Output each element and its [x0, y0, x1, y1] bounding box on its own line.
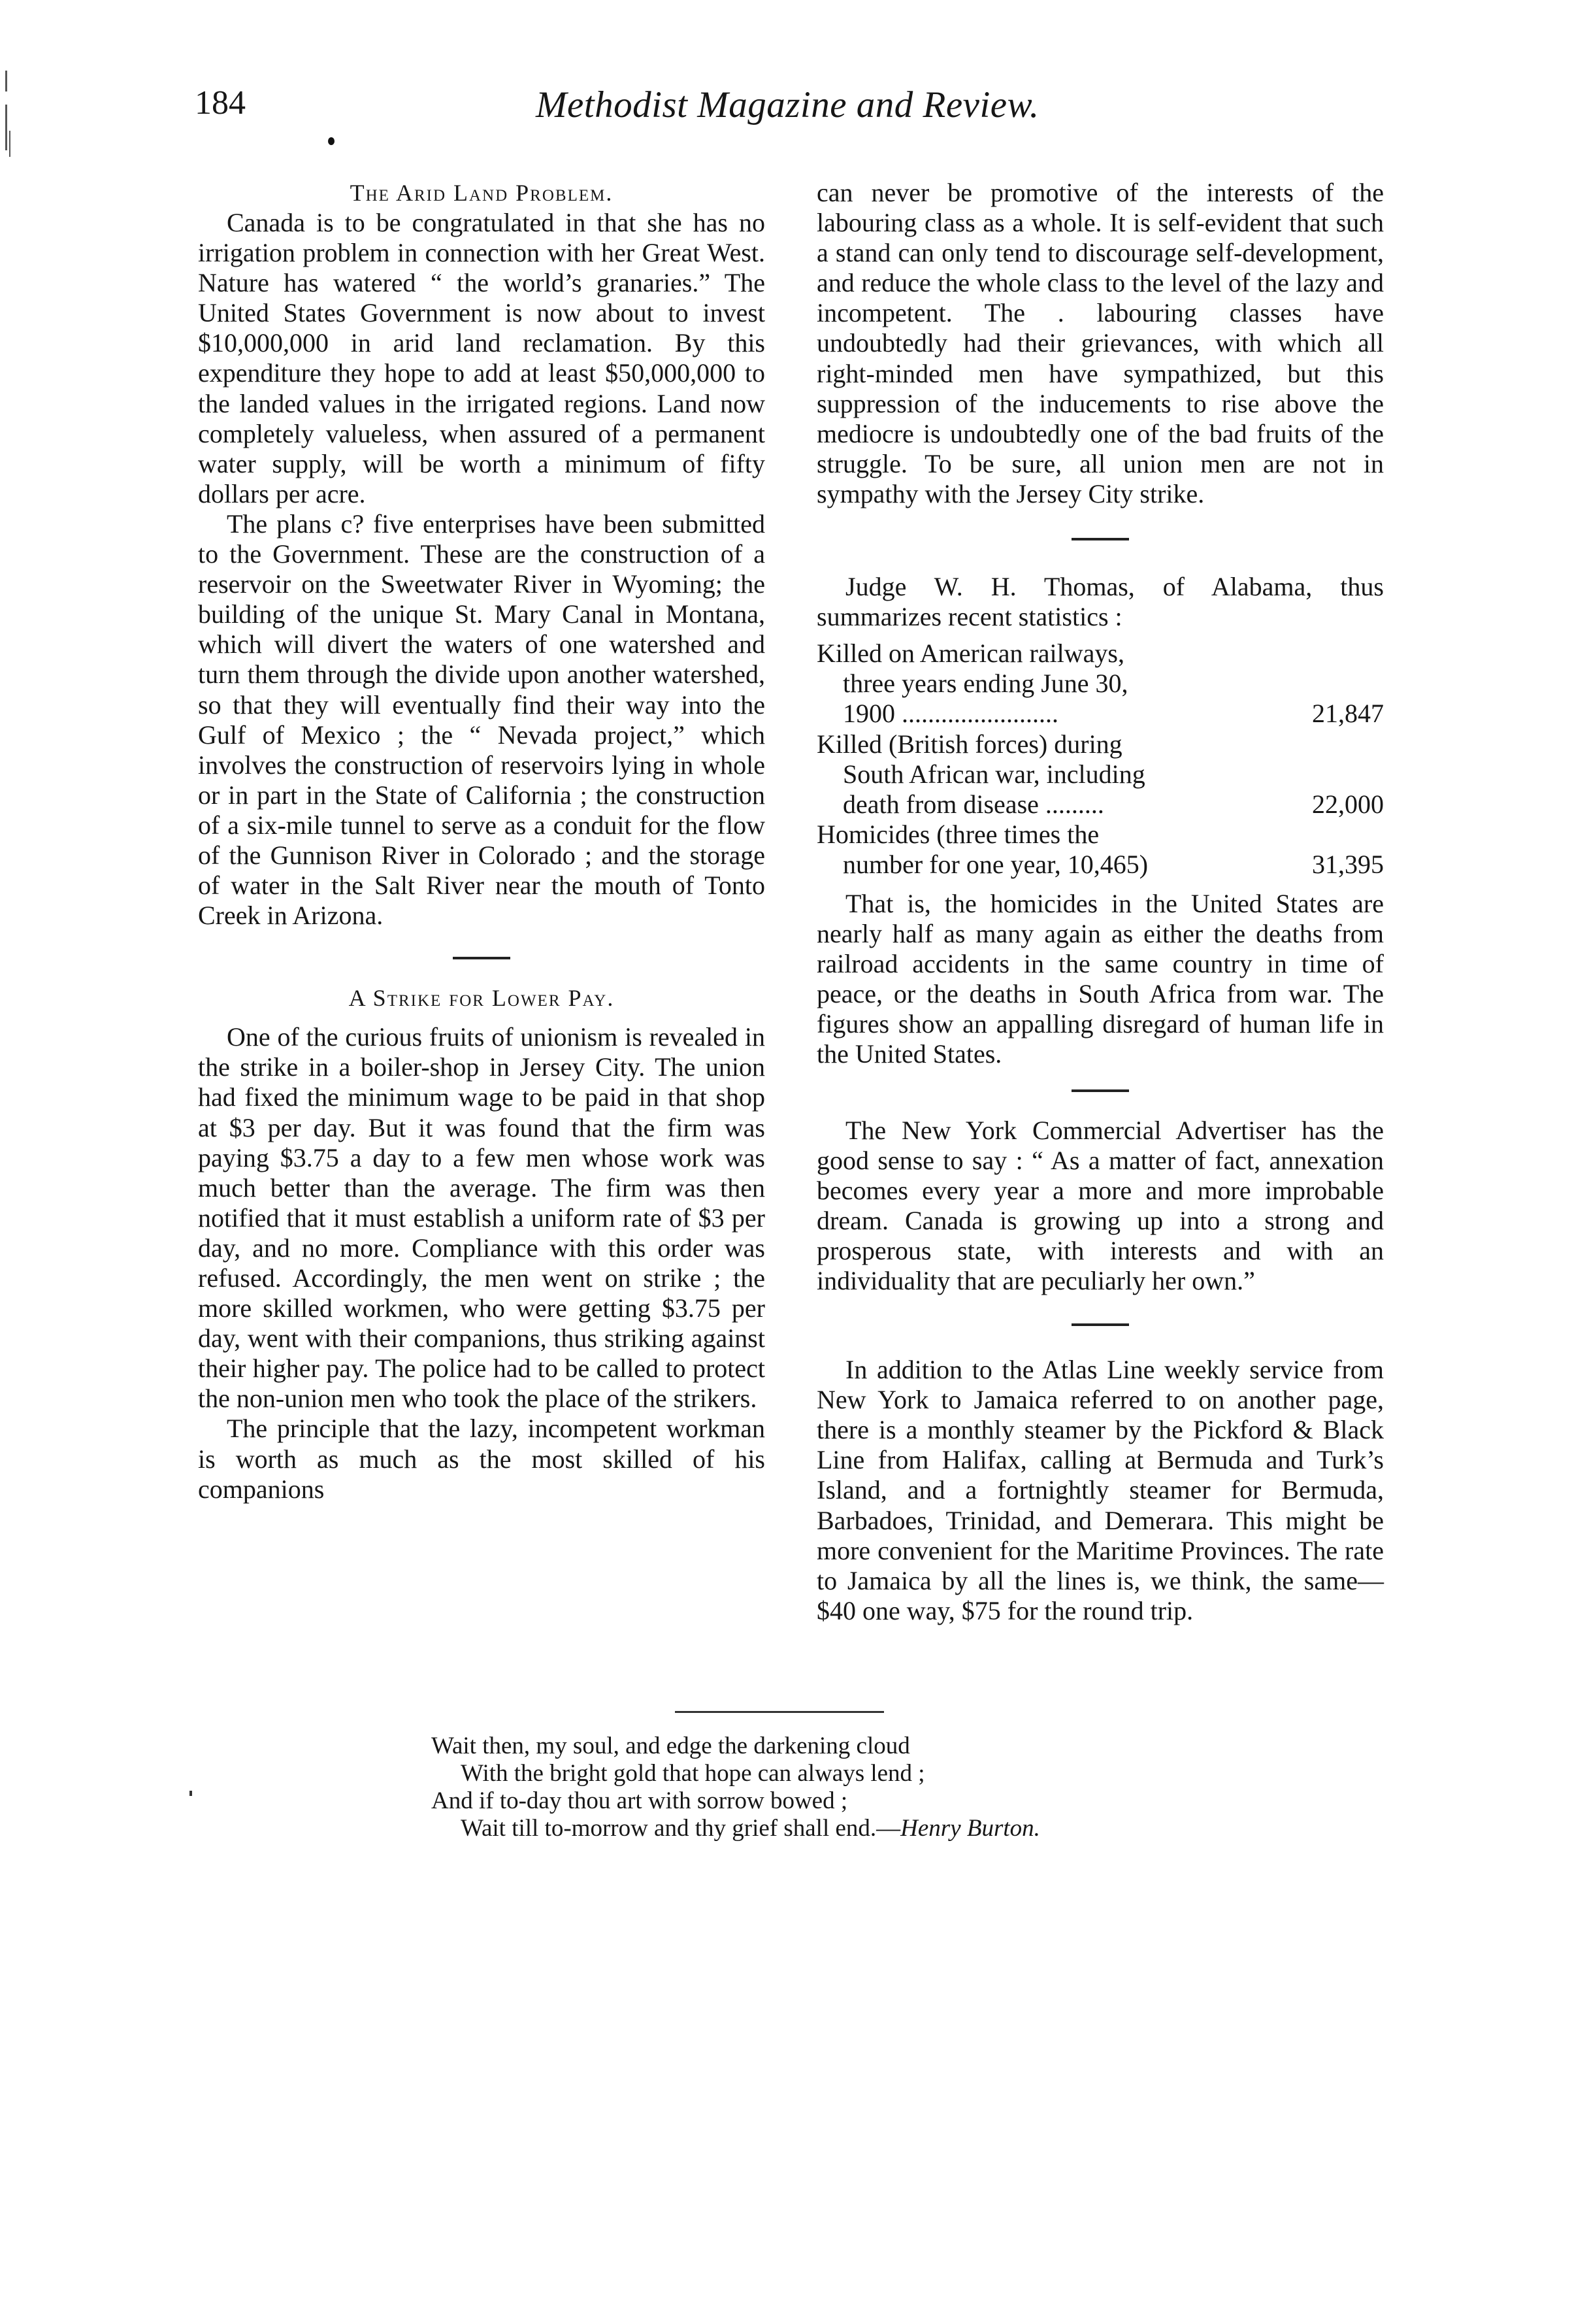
- page-number: 184: [195, 84, 246, 122]
- stat-label: Killed on American railways,: [817, 639, 1124, 669]
- statistics-list: [817, 639, 1384, 880]
- paragraph: Judge W. H. Thomas, of Alabama, thus summarizes recent statistics :: [817, 572, 1384, 632]
- ink-dot: [328, 137, 335, 145]
- paragraph: That is, the homicides in the United States are nearly half as many again as either the deaths from railroad accidents in the same country in time of peace, or the deaths in South Africa from war. The figures show an appalling disregard of human life in the United States.: [817, 888, 1384, 1069]
- section-divider: [1072, 538, 1129, 540]
- paragraph: In addition to the Atlas Line weekly service from New York to Jamaica referred to on another page, there is a monthly steamer by the Pickford & Black Line from Halifax, calling at Bermuda and Turk’s Island, and a fortnightly steamer for Bermuda, Barbadoes, Trinidad, and Demerara. This might be more convenient for the Maritime Provinces. The rate to Jamaica by all the lines is, we think, the same—$40 one way, $75 for the round trip.: [817, 1355, 1384, 1625]
- poem-attribution: Henry Burton.: [900, 1815, 1040, 1842]
- stat-label: South African war, including: [843, 759, 1145, 789]
- statistic-row: [817, 639, 1384, 729]
- stat-label: Homicides (three times the: [817, 819, 1100, 849]
- statistic-row: [817, 729, 1384, 820]
- ink-mark: [189, 1791, 192, 1796]
- stat-label: death from disease .........: [843, 789, 1104, 819]
- poem-line: [461, 1814, 1040, 1843]
- paragraph: Canada is to be congratulated in that she has no irrigation problem in connection with her Great West. Nature has watered “ the world’s granaries.” The United States Government is now about to invest $10,000,000 in arid land reclamation. By this expenditure they hope to add at least $50,000,000 to the landed values in the irrigated regions. Land now completely valueless, when assured of a permanent water supply, will be worth a minimum of fifty dollars per acre.: [198, 208, 765, 508]
- poem-line: Wait then, my soul, and edge the darkening cloud: [431, 1733, 910, 1759]
- poem-line: And if to-day thou art with sorrow bowed ;: [431, 1787, 848, 1814]
- section-divider: [1072, 1323, 1129, 1326]
- stat-label-last: [817, 789, 1384, 820]
- section-title-strike: A Strike for Lower Pay.: [348, 985, 615, 1012]
- poem-divider: [675, 1711, 884, 1713]
- stat-label-last: [817, 699, 1384, 729]
- stat-value: 31,395: [1308, 850, 1384, 880]
- section-title-arid-land: The Arid Land Problem.: [350, 180, 614, 206]
- poem-line: With the bright gold that hope can always lend ;: [461, 1760, 925, 1787]
- running-title: Methodist Magazine and Review.: [536, 84, 1040, 125]
- stat-value: 22,000: [1308, 789, 1384, 820]
- stat-label: Killed (British forces) during: [817, 729, 1122, 759]
- paragraph: The principle that the lazy, incompetent workman is worth as much as the most skilled of his companions: [198, 1414, 765, 1504]
- stat-label: number for one year, 10,465): [843, 849, 1149, 879]
- section-divider: [1072, 1089, 1129, 1092]
- stat-value: 21,847: [1308, 699, 1384, 729]
- poem-line-text: Wait till to-morrow and thy grief shall end.—: [461, 1815, 901, 1842]
- paragraph: One of the curious fruits of unionism is revealed in the strike in a boiler-shop in Jersey City. The union had fixed the minimum wage to be paid in that shop at $3 per day. But it was found that the firm was paying $3.75 a day to a few men whose work was much better than the average. The firm was then notified that it must establish a uniform rate of $3 per day, and no more. Compliance with this order was refused. Accordingly, the men went on strike ; the more skilled workmen, who were getting $3.75 per day, went with their companions, thus striking against their higher pay. The police had to be called to protect the non-union men who took the place of the strikers.: [198, 1022, 765, 1414]
- stat-label: 1900 ........................: [843, 699, 1058, 729]
- right-column: [817, 178, 1384, 1626]
- stat-label: three years ending June 30,: [843, 669, 1128, 699]
- paragraph: can never be promotive of the interests of the labouring class as a whole. It is self-evident that such a stand can only tend to discourage self-development, and reduce the whole class to the level of the lazy and incompetent. The . labouring classes have undoubtedly had their grievances, with which all right-minded men have sympathized, but this suppression of the inducements to rise above the mediocre is undoubtedly one of the bad fruits of the struggle. To be sure, all union men are not in sympathy with the Jersey City strike.: [817, 178, 1384, 508]
- left-column: [198, 178, 765, 1504]
- paragraph: The plans c? five enterprises have been submitted to the Government. These are the construction of a reservoir on the Sweetwater River in Wyoming; the building of the unique St. Mary Canal in Montana, which will divert the waters of one watershed and turn them through the divide upon another watershed, so that they will eventually find their way into the Gulf of Mexico ; the “ Nevada project,” which involves the construction of reservoirs lying in whole or in part in the State of California ; the construction of a six-mile tunnel to serve as a conduit for the flow of the Gunnison River in Colorado ; and the storage of water in the Salt River near the mouth of Tonto Creek in Arizona.: [198, 508, 765, 931]
- page-header: [0, 84, 1572, 149]
- statistic-row: [817, 820, 1384, 880]
- paragraph: The New York Commercial Advertiser has the good sense to say : “ As a matter of fact, annexation becomes every year a more and more improbable dream. Canada is growing up into a strong and prosperous state, with interests and with an individuality that are peculiarly her own.”: [817, 1115, 1384, 1295]
- section-divider: [453, 957, 510, 959]
